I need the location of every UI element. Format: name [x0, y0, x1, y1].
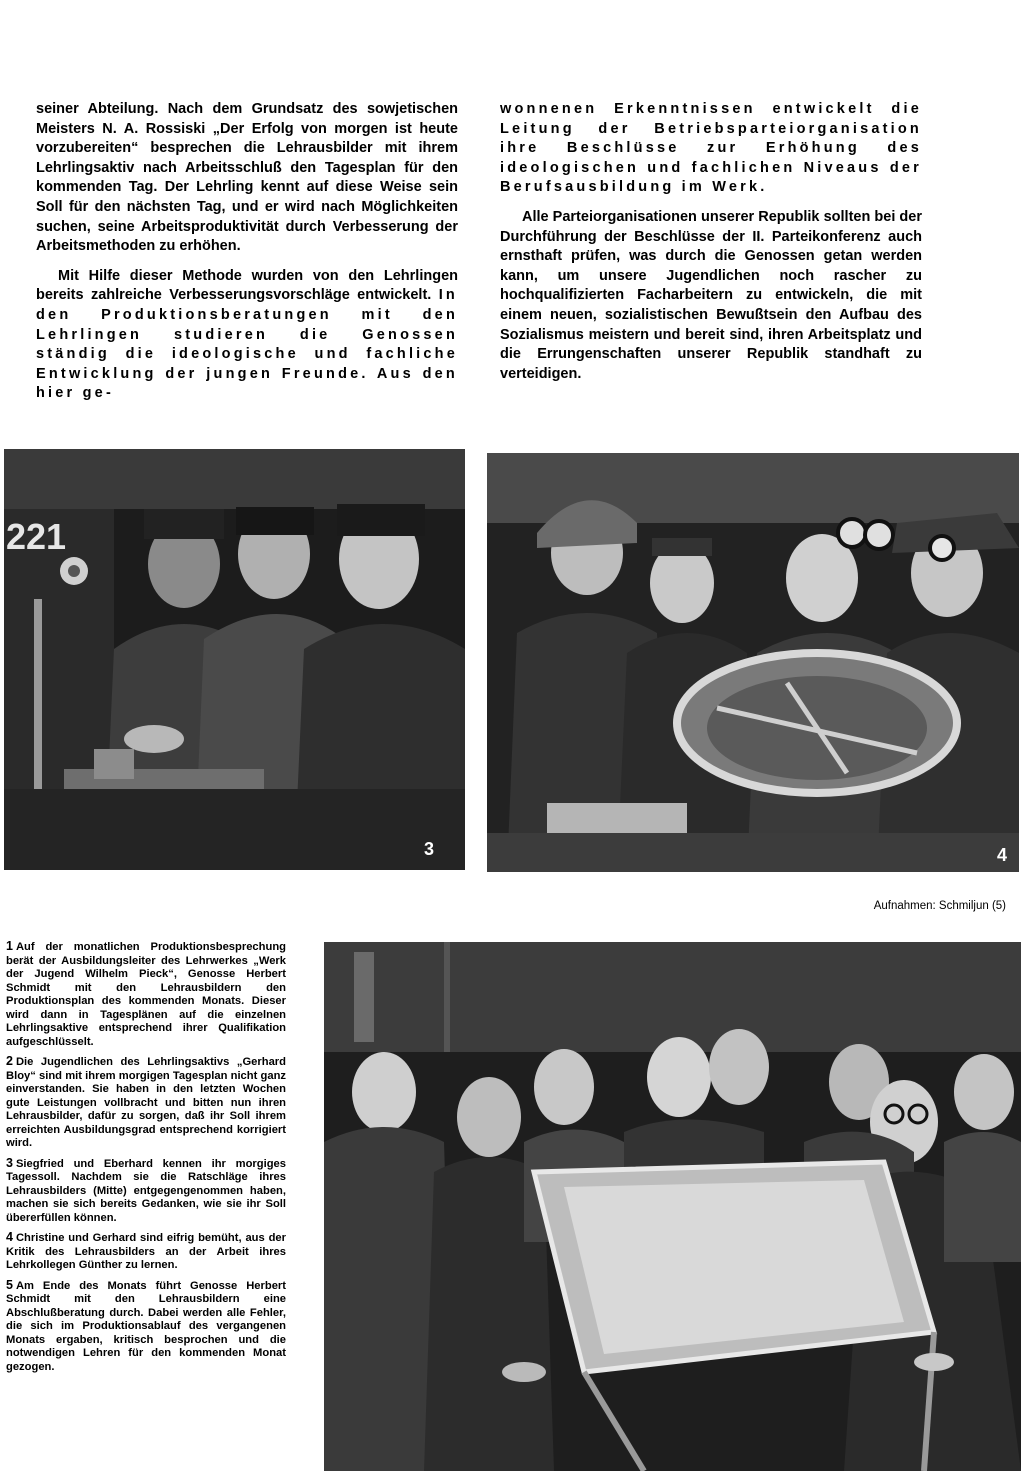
paragraph [36, 267, 458, 404]
photo-credit: Aufnahmen: Schmiljun (5) [873, 900, 1006, 912]
paragraph: wonnenen Erkenntnissen entwickelt die Leitung der Betriebsparteiorganisation ihre Beschlüsse zur Erhöhung des ideologischen und fachlichen Niveaus der Berufsausbildung im Werk. [500, 101, 922, 196]
caption-1 [6, 940, 286, 1049]
sign-number: 221 [6, 516, 67, 557]
photo-group-drafting-table [324, 942, 1021, 1471]
paragraph: Alle Parteiorganisationen unserer Republik sollten bei der Durchführung der Beschlüsse der II. Parteikonferenz auch ernsthaft prüfen, was durch die Genossen getan werden kann, um unsere Jugendlichen noch rascher zu hochqualifizierten Facharbeitern zu entwickeln, die mit einem neuen, sozialistischen Bewußtsein den Aufbau des Sozialismus meistern und bereit sind, ihren Arbeitsplatz und die Errungenschaften unserer Republik standhaft zu verteidigen. [500, 208, 922, 382]
photo-apprentices-wheel [487, 453, 1019, 872]
caption-number: 1 [6, 939, 13, 953]
caption-number: 2 [6, 1054, 13, 1068]
caption-text: Die Jugendlichen des Lehrlingsaktivs „Gerhard Bloy“ sind mit ihrem morgigen Tagesplan nicht ganz einverstanden. Sie haben in den letzten Wochen gute Leistungen vollbracht und bitten nun ihren Lehrausbilder, dafür zu sorgen, daß ihr Soll ihrem erreichten Ausbildungsgrad entsprechend korrigiert wird. [6, 1056, 286, 1149]
captions [6, 940, 286, 1380]
article-right-column [500, 100, 922, 394]
paragraph: seiner Abteilung. Nach dem Grundsatz des sowjetischen Meisters N. A. Rossiski „Der Erfolg von morgen ist heute vorzubereiten“ besprechen die Lehrausbilder mit ihrem Lehrlingsaktiv nach Arbeitsschluß den Tagesplan für den kommenden Tag. Der Lehrling kennt auf diese Weise sein Soll für den nächsten Tag, und er wird nach Möglichkeiten suchen, seine Arbeitsproduktivität durch Verbesserung der Arbeitsmethoden zu erhöhen. [36, 101, 458, 255]
caption-5 [6, 1279, 286, 1375]
photo-5-illustration [324, 942, 1021, 1471]
caption-text: Am Ende des Monats führt Genosse Herbert Schmidt mit den Lehrausbildern eine Abschlußberatung durch. Dabei werden alle Fehler, die sich im Produktionsablauf des vergangenen Monats ergaben, kritisch besprochen und die notwendigen Lehren für den kommenden Monat gezogen. [6, 1279, 286, 1373]
caption-text: Auf der monatlichen Produktionsbesprechung berät der Ausbildungsleiter des Lehrwerkes „Werk der Jugend Wilhelm Pieck“, Genosse Herbert Schmidt mit den Lehrausbildern den Produktionsplan des kommenden Monats. Dieser wird dann in Tagesplänen auf die einzelnen Lehrlingsaktive entsprechend ihrer Qualifikation aufgeschlüsselt. [6, 941, 286, 1048]
caption-text: Christine und Gerhard sind eifrig bemüht, aus der Kritik des Lehrausbilders an der Arbeit ihres Lehrkollegen Günther zu lernen. [6, 1232, 286, 1271]
caption-number: 4 [6, 1230, 13, 1244]
paragraph-text: Mit Hilfe dieser Methode wurden von den Lehrlingen bereits zahlreiche Verbesserungsvorschläge entwickelt. [36, 267, 458, 304]
caption-4 [6, 1231, 286, 1273]
caption-number: 5 [6, 1277, 13, 1292]
photo-3-illustration [4, 449, 465, 870]
spaced-text: In den Produktionsberatungen mit den Lehrlingen studieren die Genossen ständig die ideologische und fachliche Entwicklung der jungen Freunde. Aus den hier ge- [36, 287, 458, 402]
article-left-column [36, 100, 458, 414]
caption-text: Siegfried und Eberhard kennen ihr morgiges Tagessoll. Nachdem sie die Ratschläge ihres Lehrausbilders (Mitte) entgegengenommen haben, machen sie sich bereits Gedanken, wie sie ihr Soll übererfüllen können. [6, 1157, 286, 1224]
photo-4-illustration [487, 453, 1019, 872]
photo-apprentices-vise [4, 449, 465, 870]
caption-number: 3 [6, 1155, 13, 1170]
photo-number: 4 [997, 845, 1008, 865]
caption-2 [6, 1055, 286, 1151]
photo-number: 3 [424, 839, 435, 859]
caption-3 [6, 1157, 286, 1226]
